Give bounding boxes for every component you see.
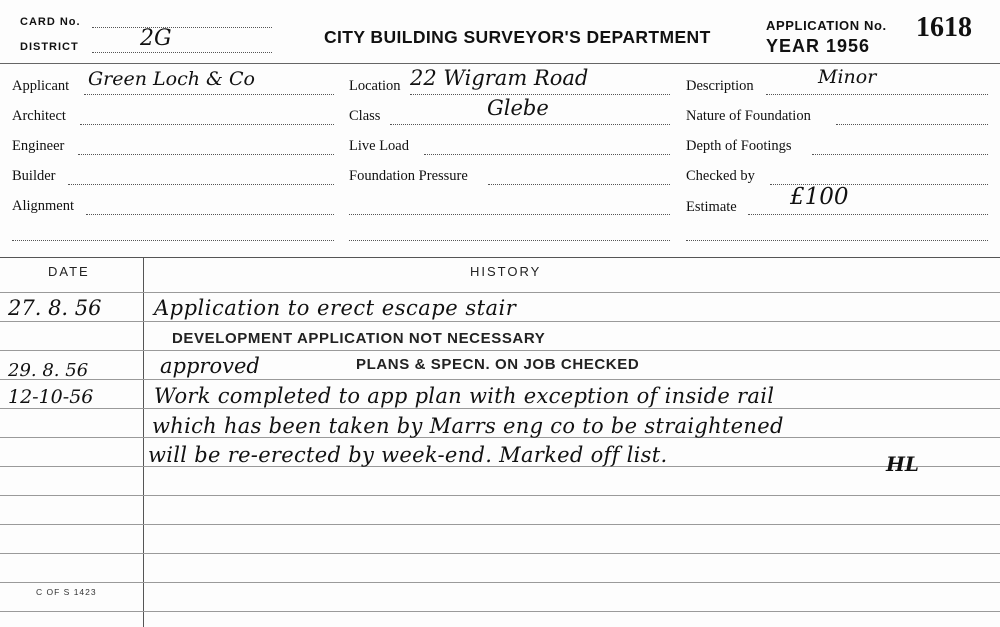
history-row-line [0, 582, 1000, 583]
district-line [92, 52, 272, 53]
history-row-line [0, 321, 1000, 322]
live-load-label: Live Load [349, 138, 409, 154]
history-row-line [0, 611, 1000, 612]
description-label: Description [686, 78, 754, 94]
history-row-line [0, 495, 1000, 496]
year-label: YEAR 1956 [766, 36, 871, 56]
location-value: 22 Wigram Road [410, 66, 589, 90]
engineer-label: Engineer [12, 138, 65, 154]
location-label: Location [349, 78, 401, 94]
applicant-value: Green Loch & Co [88, 68, 255, 90]
extra-line-3 [349, 240, 670, 241]
application-number: 1618 [916, 12, 972, 43]
description-value: Minor [818, 66, 877, 88]
initials-signature: HL [886, 452, 919, 476]
location-line [410, 94, 670, 95]
history-text: Application to erect escape stair [154, 296, 517, 320]
district-value: 2G [140, 26, 172, 51]
estimate-value: £100 [790, 184, 849, 210]
history-row-line [0, 408, 1000, 409]
estimate-label: Estimate [686, 199, 737, 215]
card-no-line [92, 27, 272, 28]
architect-label: Architect [12, 108, 66, 124]
foundation-pressure-label: Foundation Pressure [349, 168, 468, 184]
history-column-header: HISTORY [470, 264, 542, 279]
class-label: Class [349, 108, 381, 124]
alignment-label: Alignment [12, 198, 75, 214]
history-top-rule [0, 257, 1000, 258]
extra-line-1 [12, 240, 334, 241]
extra-line-2 [349, 214, 670, 215]
history-text: Work completed to app plan with exception of inside rail [154, 384, 775, 408]
estimate-line [748, 214, 988, 215]
application-label: APPLICATION No. [766, 18, 887, 33]
history-text: will be re-erected by week-end. Marked off list. [148, 443, 668, 467]
plans-checked-stamp: PLANS & SPECN. ON JOB CHECKED [356, 356, 640, 373]
header-rule [0, 63, 1000, 64]
engineer-line [78, 154, 334, 155]
nature-of-foundation-label: Nature of Foundation [686, 108, 811, 124]
district-label: DISTRICT [20, 41, 79, 53]
history-text: which has been taken by Marrs eng co to be straightened [152, 414, 784, 438]
depth-of-footings-label: Depth of Footings [686, 138, 792, 154]
history-text: approved [160, 354, 260, 378]
nature-of-foundation-line [836, 124, 988, 125]
builder-label: Builder [12, 168, 56, 184]
history-date: 27. 8. 56 [8, 296, 102, 320]
history-row-line [0, 350, 1000, 351]
foundation-pressure-line [488, 184, 670, 185]
form-code: C OF S 1423 [36, 587, 97, 597]
card-no-label: CARD No. [20, 16, 81, 28]
architect-line [80, 124, 334, 125]
history-date: 12-10-56 [8, 386, 94, 408]
applicant-line [84, 94, 334, 95]
builder-line [68, 184, 334, 185]
history-row-line [0, 524, 1000, 525]
class-line [390, 124, 670, 125]
checked-by-label: Checked by [686, 168, 755, 184]
alignment-line [86, 214, 334, 215]
history-row-line [0, 379, 1000, 380]
live-load-line [424, 154, 670, 155]
history-row-line [0, 553, 1000, 554]
class-value: Glebe [487, 96, 549, 120]
date-column-header: DATE [48, 264, 90, 279]
history-row-line [0, 292, 1000, 293]
depth-of-footings-line [812, 154, 988, 155]
applicant-label: Applicant [12, 78, 70, 94]
development-stamp: DEVELOPMENT APPLICATION NOT NECESSARY [172, 330, 546, 347]
history-date: 29. 8. 56 [8, 360, 89, 381]
department-title: CITY BUILDING SURVEYOR'S DEPARTMENT [324, 27, 711, 47]
description-line [766, 94, 988, 95]
date-column-divider [143, 257, 144, 627]
extra-line-4 [686, 240, 988, 241]
